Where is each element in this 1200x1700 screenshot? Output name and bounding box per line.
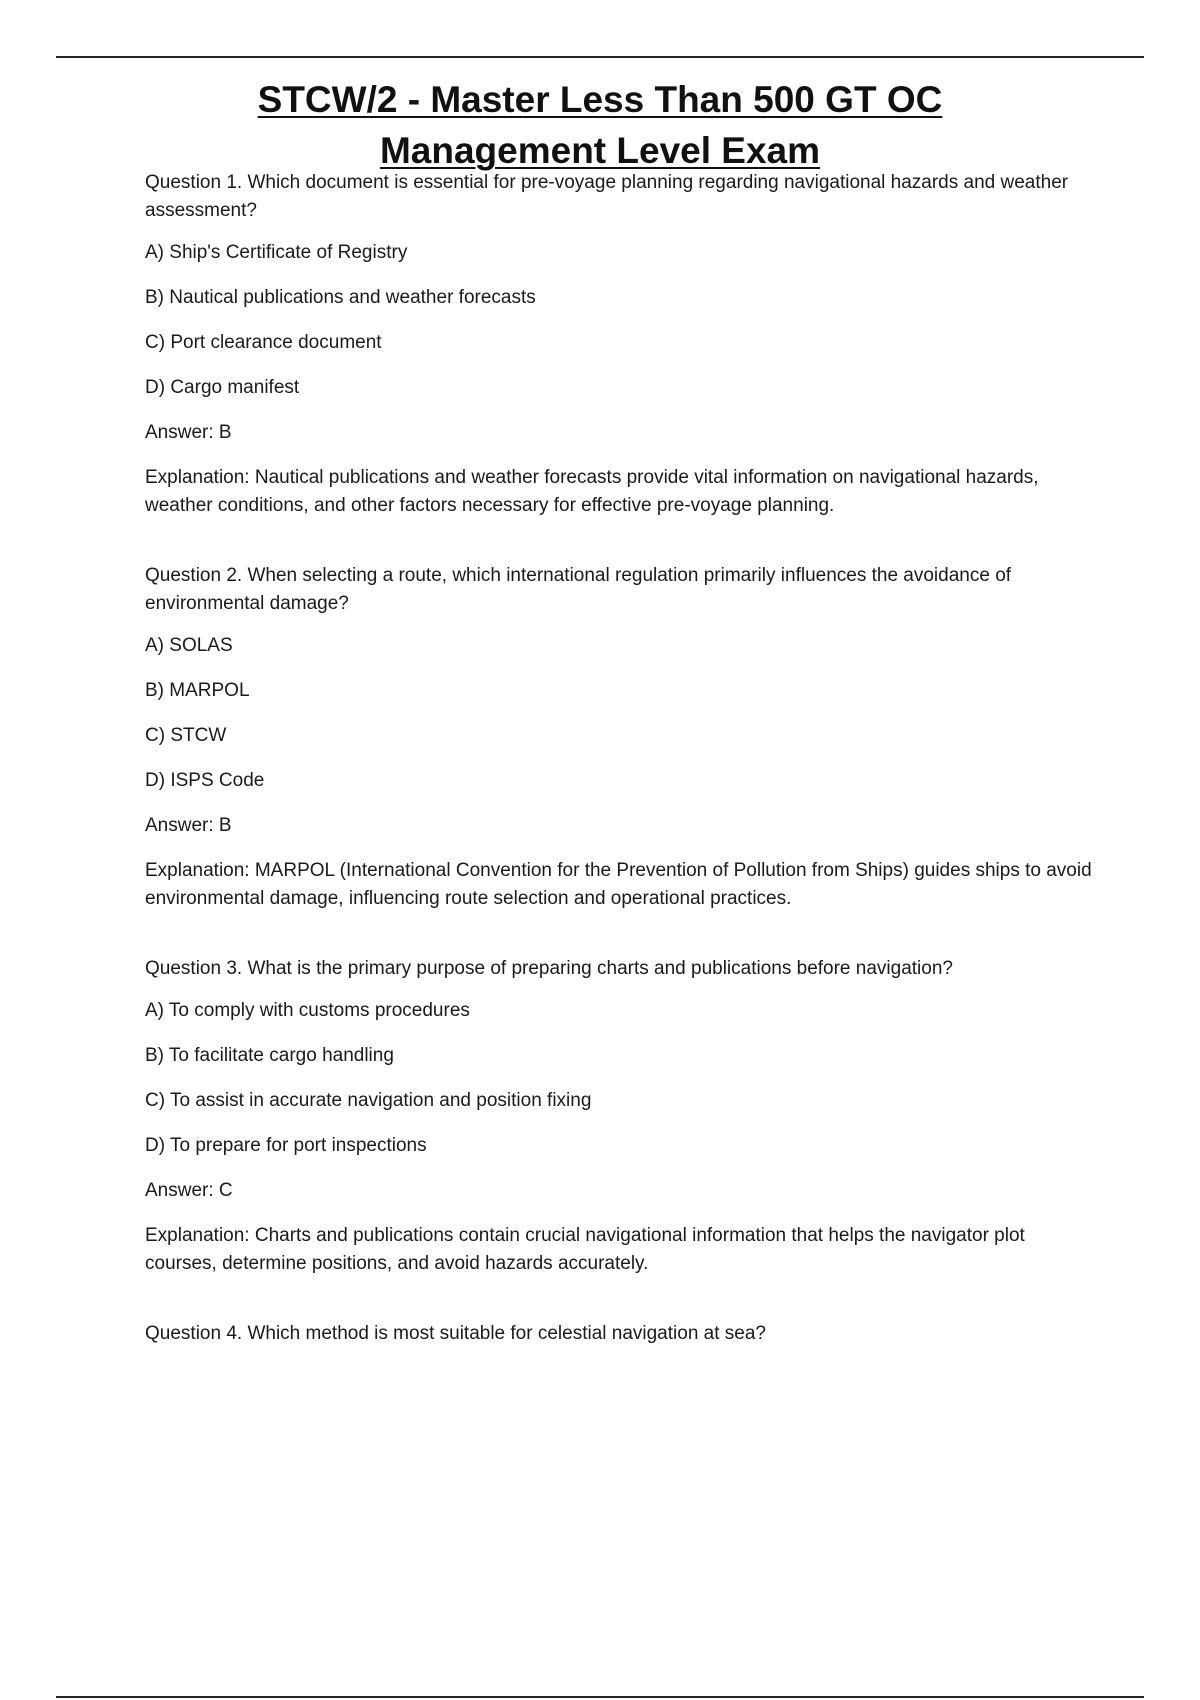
explanation-text: Explanation: Charts and publications contain crucial navigational information that helps the navigator plot courses, determine positions, and avoid hazards accurately. — [145, 1225, 1025, 1274]
question-block-4 — [145, 1320, 1095, 1348]
question-list — [145, 169, 1095, 1390]
answer-line: Answer: B — [145, 422, 232, 443]
option-d: D) Cargo manifest — [145, 377, 300, 398]
explanation-text: Explanation: MARPOL (International Convention for the Prevention of Pollution from Ships) guides ships to avoid environmental damage, influencing route selection and operational practices. — [145, 860, 1092, 909]
question-text: Question 2. When selecting a route, which international regulation primarily influences the avoidance of environmental damage? — [145, 565, 1012, 614]
question-block-3 — [145, 955, 1095, 1278]
question-text: Question 4. Which method is most suitable for celestial navigation at sea? — [145, 1323, 766, 1344]
bottom-rule — [56, 1696, 1144, 1698]
question-block-2 — [145, 562, 1095, 913]
option-c: C) Port clearance document — [145, 332, 382, 353]
top-rule — [56, 56, 1144, 58]
document-title: STCW/2 - Master Less Than 500 GT OC Management Level Exam — [257, 79, 943, 171]
question-text: Question 3. What is the primary purpose of preparing charts and publications before navigation? — [145, 958, 953, 979]
answer-line: Answer: C — [145, 1180, 233, 1201]
option-a: A) Ship's Certificate of Registry — [145, 242, 408, 263]
option-a: A) To comply with customs procedures — [145, 1000, 470, 1021]
option-a: A) SOLAS — [145, 635, 233, 656]
option-d: D) ISPS Code — [145, 770, 265, 791]
option-b: B) MARPOL — [145, 680, 250, 701]
option-b: B) To facilitate cargo handling — [145, 1045, 394, 1066]
option-d: D) To prepare for port inspections — [145, 1135, 427, 1156]
question-text: Question 1. Which document is essential for pre-voyage planning regarding navigational hazards and weather assessment? — [145, 172, 1069, 221]
question-block-1 — [145, 169, 1095, 520]
explanation-text: Explanation: Nautical publications and weather forecasts provide vital information on navigational hazards, weather conditions, and other factors necessary for effective pre-voyage planning. — [145, 467, 1039, 516]
option-b: B) Nautical publications and weather forecasts — [145, 287, 536, 308]
option-c: C) STCW — [145, 725, 227, 746]
answer-line: Answer: B — [145, 815, 232, 836]
option-c: C) To assist in accurate navigation and position fixing — [145, 1090, 592, 1111]
